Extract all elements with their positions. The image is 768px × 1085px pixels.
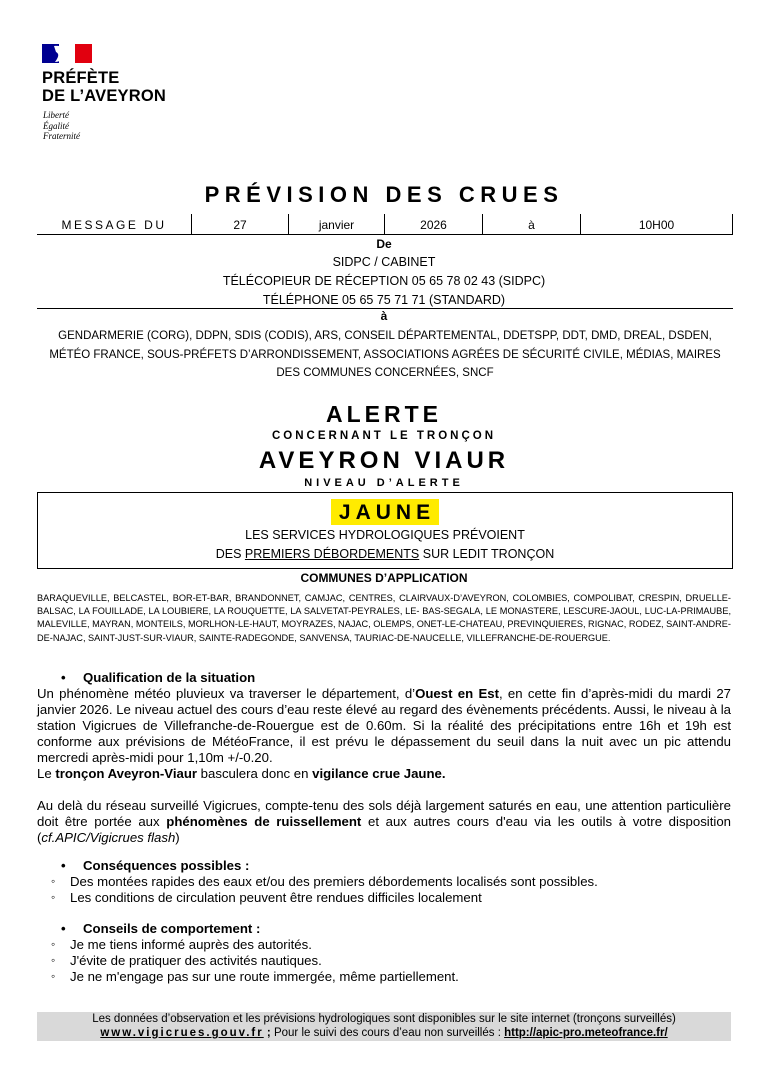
conseils-heading: • Conseils de comportement : [37, 921, 731, 937]
situation-heading: • Qualification de la situation [37, 670, 731, 686]
motto-liberte: Liberté [43, 110, 69, 120]
vigicrues-link[interactable]: www.vigicrues.gouv.fr [100, 1027, 264, 1039]
footer-line2 [37, 1026, 731, 1040]
alert-desc-post: SUR LEDIT TRONÇON [419, 547, 555, 561]
alert-heading: ALERTE [326, 401, 442, 427]
alert-desc-underlined: PREMIERS DÉBORDEMENTS [244, 547, 420, 561]
text-bold: Ouest en Est [415, 686, 499, 701]
conseils-list [37, 937, 731, 985]
text: basculera donc en [197, 766, 313, 781]
text: Le [37, 766, 56, 781]
text: , en cette fin d’après-midi du mardi 27 janvier 2026. Le niveau actuel des cours d’eau reste élevé au regard des évènements précédents. Aussi, le niveau à la station Vigicrues de Villefranche-de-Rouergue est de 0.60m. Si la réalité des précipitations entre 16h et 19h est conforme aux prévisions de MétéoFrance, il est prévu le dépassement du seuil dans la nuit avec un pic attendu mercredi après-midi pour 1,10m +/-0.20. [37, 686, 731, 765]
list-item: ◦ Les conditions de circulation peuvent être rendues difficiles localement [37, 890, 731, 906]
list-item: ◦ Des montées rapides des eaux et/ou des premiers débordements localisés sont possibles. [37, 874, 731, 890]
de-label: De [376, 237, 392, 251]
document-title: PRÉVISION DES CRUES [204, 182, 564, 207]
situation-paragraph-1 [37, 686, 731, 766]
alert-desc-line2 [38, 545, 732, 564]
situation-paragraph-3 [37, 798, 731, 846]
message-label: MESSAGE DU [61, 218, 167, 232]
prefecture-name [42, 69, 166, 105]
alert-desc-line1: LES SERVICES HYDROLOGIQUES PRÉVOIENT [245, 528, 525, 542]
consequences-list [37, 874, 731, 906]
communes-title: COMMUNES D’APPLICATION [300, 571, 468, 585]
message-time: 10H00 [638, 218, 675, 232]
recipients: GENDARMERIE (CORG), DDPN, SDIS (CODIS), ARS, CONSEIL DÉPARTEMENTAL, DDETSPP, DDT, DMD, DREAL, DSDEN, MÉTÉO FRANCE, SOUS-PRÉFETS D’ARRONDISSEMENT, ASSOCIATIONS AGRÉES DE SÉCURITÉ CIVILE, MÉDIAS, MAIRES DES COMMUNES CONCERNÉES, SNCF [49, 330, 721, 379]
alert-desc-pre: DES [215, 547, 245, 561]
sender-line-2: TÉLÉCOPIEUR DE RÉCEPTION 05 65 78 02 43 (SIDPC) [222, 274, 546, 288]
message-at: à [528, 218, 535, 232]
communes-list: BARAQUEVILLE, BELCASTEL, BOR-ET-BAR, BRANDONNET, CAMJAC, CENTRES, CLAIRVAUX-D’AVEYRON, COLOMBIES, COMPOLIBAT, CRESPIN, DRUELLE-BALSAC, LA FOUILLADE, LA LOUBIERE, LA ROUQUETTE, LA SALVETAT-PEYRALES, LE- BAS-SEGALA, LE MONASTERE, LESCURE-JAOUL, LUC-LA-PRIMAUBE, MALEVILLE, MAYRAN, MONTEILS, MORLHON-LE-HAUT, MOYRAZES, NAJAC, OLEMPS, ONET-LE-CHATEAU, PREVINQUIERES, RIGNAC, RODEZ, SAINT-ANDRE-DE-NAJAC, SAINT-JUST-SUR-VIAUR, SAINTE-RADEGONDE, SANVENSA, TAURIAC-DE-NAUCELLE, VILLEFRANCHE-DE-ROUERGUE. [37, 593, 731, 643]
message-row [37, 214, 733, 234]
alert-level-badge: JAUNE [331, 499, 439, 525]
motto-fraternite: Fraternité [43, 131, 80, 141]
message-year: 2026 [420, 218, 447, 232]
situation-section [37, 670, 731, 846]
footer-sep: ; [263, 1027, 274, 1039]
text-bold: vigilance crue Jaune. [312, 766, 446, 781]
sender-line-3: TÉLÉPHONE 05 65 75 71 71 (STANDARD) [262, 293, 506, 307]
list-item: ◦ Je ne m'engage pas sur une route immergée, même partiellement. [37, 969, 731, 985]
list-item: ◦ Je me tiens informé auprès des autorités. [37, 937, 731, 953]
alert-level-wrapper [38, 499, 732, 525]
text: Au delà du réseau surveillé Vigicrues, compte-tenu des sols déjà largement saturés en eau, une attention particulière doit être portée aux [37, 798, 731, 829]
text-italic: cf.APIC/Vigicrues flash [41, 830, 176, 845]
footer-middle: Pour le suivi des cours d’eau non surveillés : [273, 1027, 505, 1039]
divider [732, 214, 733, 234]
situation-paragraph-2 [37, 766, 731, 782]
alert-concerning: CONCERNANT LE TRONÇON [272, 430, 496, 442]
republic-motto [43, 110, 80, 142]
alert-section: AVEYRON VIAUR [258, 447, 510, 474]
text-bold: tronçon Aveyron-Viaur [55, 766, 198, 781]
a-label: à [380, 309, 388, 323]
apic-link[interactable]: http://apic-pro.meteofrance.fr/ [504, 1027, 668, 1039]
motto-egalite: Égalité [43, 120, 69, 131]
alert-level-label: NIVEAU D’ALERTE [304, 477, 464, 489]
footer [37, 1012, 731, 1041]
message-month: janvier [318, 218, 355, 232]
prefecture-line2: DE L’AVEYRON [42, 87, 167, 105]
consequences-section [37, 858, 731, 906]
prefecture-line1: PRÉFÈTE [42, 69, 120, 87]
conseils-section [37, 921, 731, 985]
message-row-underline [37, 234, 733, 235]
marianne-flag-logo [42, 44, 92, 63]
text: et aux autres cours d'eau via les outils à votre disposition ( [37, 814, 731, 845]
text: ) [175, 830, 180, 845]
flag-red-band [75, 44, 92, 63]
sender-line-1: SIDPC / CABINET [332, 255, 436, 269]
footer-line1: Les données d’observation et les prévisions hydrologiques sont disponibles sur le site internet (tronçons surveillés) [92, 1013, 676, 1025]
list-item: ◦ J'évite de pratiquer des activités nautiques. [37, 953, 731, 969]
consequences-heading: • Conséquences possibles : [37, 858, 731, 874]
text: Un phénomène météo pluvieux va traverser le département, d’ [37, 686, 416, 701]
text-bold: phénomènes de ruissellement [166, 814, 362, 829]
message-day: 27 [233, 218, 247, 232]
alert-level-box [37, 492, 733, 569]
